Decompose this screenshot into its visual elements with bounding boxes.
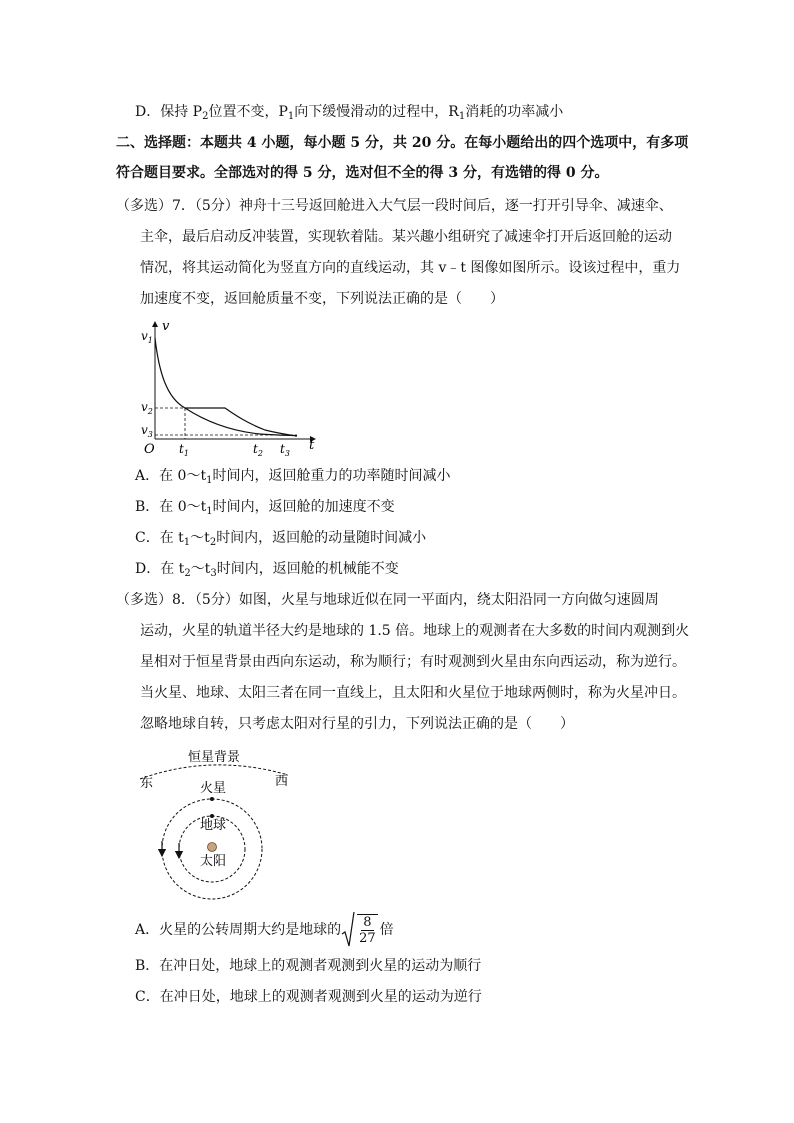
t3-label: $t_3$ — [280, 442, 290, 458]
q8-option-b: B．在冲日处，地球上的观测者观测到火星的运动为顺行 — [135, 958, 482, 974]
prev-option-d: D．保持 $P_2$位置不变，$P_1$向下缓慢滑动的过程中，$R_1$消耗的功率减小 — [135, 104, 564, 122]
sqrt-sign-icon — [341, 910, 355, 950]
q8-option-a: A．火星的公转周期大约是地球的 $\frac{8}{27}$ 倍 — [135, 910, 394, 950]
q7-option-c: C．在 $t_1\sim t_2$时间内，返回舱的动量随时间减小 — [135, 530, 427, 548]
q7-stem-line-3: 情况，将其运动简化为竖直方向的直线运动，其 v﹣t 图像如图所示。设该过程中，重力 — [140, 260, 681, 276]
t1-label: $t_1$ — [179, 442, 189, 458]
q7-option-d: D．在 $t_2\sim t_3$时间内，返回舱的机械能不变 — [135, 561, 399, 579]
section-heading-line-2: 符合题目要求。全部选对的得 5 分，选对但不全的得 3 分，有选错的得 0 分。 — [116, 165, 609, 181]
star-background-label: 恒星背景 — [188, 750, 241, 765]
v2-label: $v_2$ — [141, 400, 153, 416]
earth-label: 地球 — [200, 818, 227, 833]
t-axis-label: t — [309, 438, 315, 453]
q8-stem-line-5: 忽略地球自转，只考虑太阳对行星的引力，下列说法正确的是（ ） — [140, 716, 574, 732]
q8-stem-line-1: （多选）8．（5分）如图，火星与地球近似在同一平面内，绕太阳沿同一方向做匀速圆周 — [116, 592, 659, 608]
vt-graph — [135, 318, 325, 458]
section-heading-line-1: 二、选择题：本题共 4 小题，每小题 5 分，共 20 分。在每小题给出的四个选项中，有多项 — [116, 135, 689, 151]
mars-label: 火星 — [200, 781, 227, 796]
q7-option-a: A．在 $0\sim t_1$时间内，返回舱重力的功率随时间减小 — [135, 468, 451, 486]
q7-stem-line-4: 加速度不变，返回舱质量不变，下列说法正确的是（ ） — [140, 291, 504, 307]
star-background-arc — [140, 765, 288, 779]
mars-dot — [210, 797, 214, 801]
q7-stem-line-2: 主伞，最后启动反冲装置，实现软着陆。某兴趣小组研究了减速伞打开后返回舱的运动 — [140, 229, 672, 245]
v-axis-label: v — [162, 319, 170, 334]
t2-label: $t_2$ — [253, 442, 263, 458]
vt-curve — [155, 338, 297, 436]
origin-label: O — [144, 442, 155, 457]
q7-stem-line-1: （多选）7．（5分）神舟十三号返回舱进入大气层一段时间后，逐一打开引导伞、减速伞、 — [116, 198, 673, 214]
v1-label: $v_1$ — [141, 329, 153, 345]
v3-label: $v_3$ — [141, 423, 153, 439]
west-label: 西 — [275, 774, 289, 789]
q8-stem-line-2: 运动，火星的轨道半径大约是地球的 1.5 倍。地球上的观测者在大多数的时间内观测到火 — [140, 623, 690, 639]
sun-dot — [208, 843, 217, 852]
east-label: 东 — [140, 776, 154, 791]
sqrt-fraction: $\frac{8}{27}$ — [341, 910, 380, 950]
q8-option-c: C．在冲日处，地球上的观测者观测到火星的运动为逆行 — [135, 989, 482, 1005]
orbit-diagram — [130, 745, 300, 910]
q7-option-b: B．在 $0\sim t_1$时间内，返回舱的加速度不变 — [135, 499, 395, 517]
vt-curve-tail — [185, 408, 297, 436]
sun-label: 太阳 — [200, 854, 227, 869]
q8-stem-line-3: 星相对于恒星背景由西向东运动，称为顺行；有时观测到火星由东向西运动，称为逆行。 — [140, 654, 686, 670]
q8-stem-line-4: 当火星、地球、太阳三者在同一直线上，且太阳和火星位于地球两侧时，称为火星冲日。 — [140, 685, 686, 701]
